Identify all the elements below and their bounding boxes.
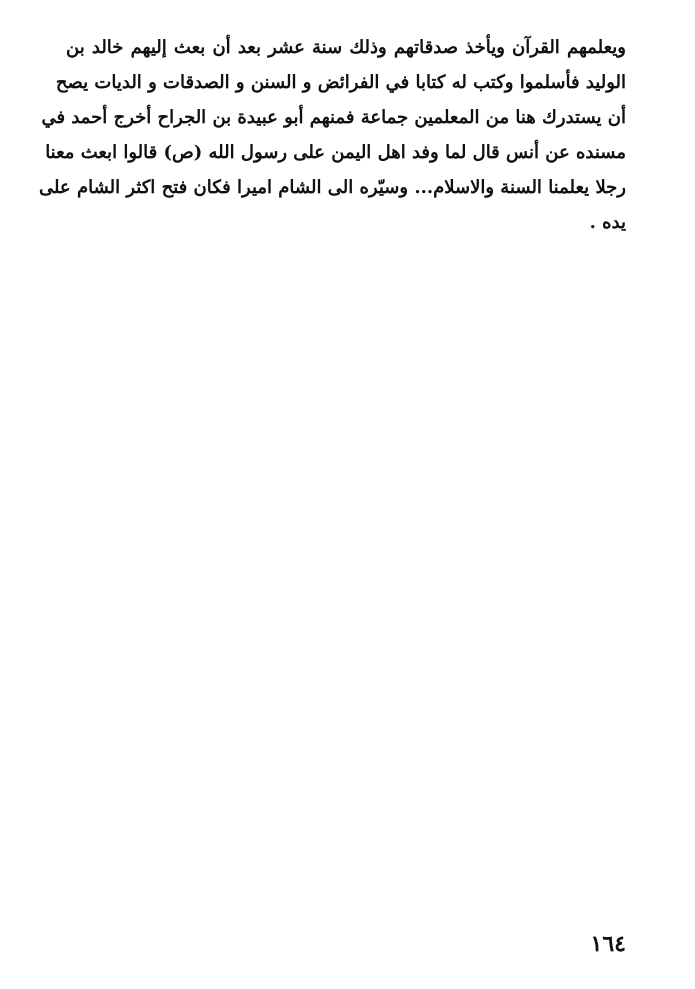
text-line-6: يده . (589, 212, 626, 233)
body-text (38, 30, 626, 240)
text-line-1: ويعلمهم القرآن ويأخذ صدقاتهم وذلك سنة عشر بعد أن بعث إليهم خالد بن (66, 37, 626, 58)
text-line-2: الوليد فأسلموا وكتب له كتابا في الفرائض و السنن و الصدقات و الديات يصح (55, 72, 626, 93)
text-line-4: مسنده عن أنس قال لما وفد اهل اليمن على رسول الله (ص) قالوا ابعث معنا (45, 142, 626, 163)
text-line-5: رجلا يعلمنا السنة والاسلام... وسيّره الى الشام اميرا فكان فتح اكثر الشام على (38, 177, 626, 198)
text-line-3: أن يستدرك هنا من المعلمين جماعة فمنهم أبو عبيدة بن الجراح أخرج أحمد في (41, 107, 626, 128)
page-number: ١٦٤ (590, 931, 626, 957)
